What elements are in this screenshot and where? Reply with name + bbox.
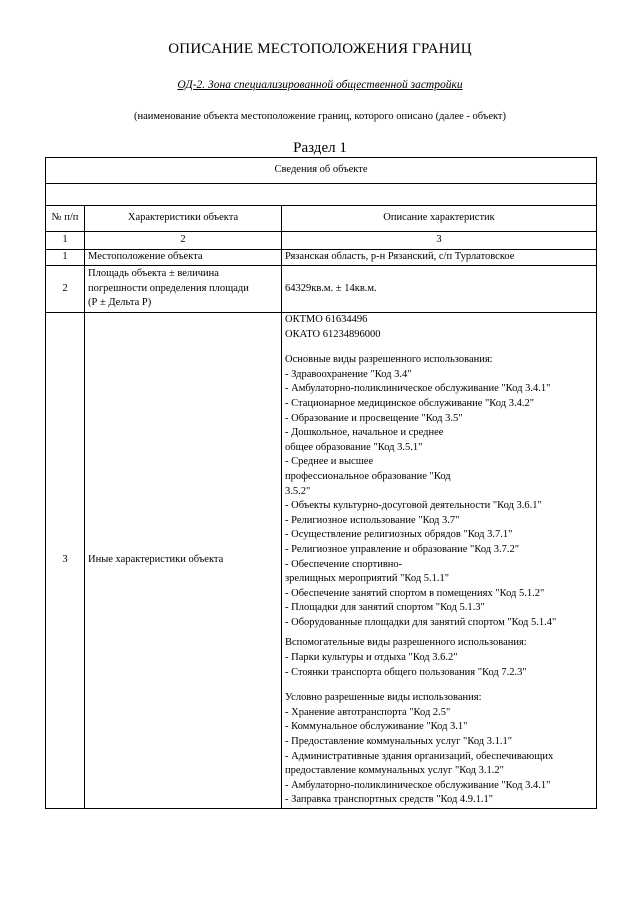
list-item: - Административные здания организаций, обеспечивающих xyxy=(285,750,554,762)
caption-row xyxy=(46,158,597,184)
code-line: ОКАТО 61234896000 xyxy=(285,328,381,340)
aux-uses-title: Вспомогательные виды разрешенного использования: xyxy=(285,637,527,649)
empty-cell xyxy=(46,184,597,206)
row-characteristic: Иные характеристики объекта xyxy=(85,313,282,809)
char-line: (Р ± Дельта Р) xyxy=(88,297,152,309)
main-uses-list xyxy=(285,368,593,631)
row-num: 1 xyxy=(46,250,85,266)
list-item: - Оборудованные площадки для занятий спортом "Код 5.1.4" xyxy=(285,616,557,628)
list-item: - Осуществление религиозных обрядов "Код 3.7.1" xyxy=(285,529,513,541)
list-item: профессиональное образование "Код xyxy=(285,470,451,482)
header-num: № п/п xyxy=(46,206,85,232)
index-desc: 3 xyxy=(282,232,597,250)
char-line: погрешности определения площади xyxy=(88,282,249,294)
list-item: - Амбулаторно-поликлиническое обслуживание "Код 3.4.1" xyxy=(285,383,551,395)
list-item: - Площадки для занятий спортом "Код 5.1.3" xyxy=(285,602,485,614)
table-caption: Сведения об объекте xyxy=(46,158,597,184)
table-row xyxy=(46,266,597,313)
list-item: - Заправка транспортных средств "Код 4.9.1.1" xyxy=(285,794,494,806)
empty-row xyxy=(46,184,597,206)
index-num: 1 xyxy=(46,232,85,250)
row-characteristic xyxy=(85,266,282,313)
list-item: - Среднее и высшее xyxy=(285,456,374,468)
row-num: 2 xyxy=(46,266,85,313)
table-row xyxy=(46,313,597,809)
list-item: - Объекты культурно-досуговой деятельности "Код 3.6.1" xyxy=(285,500,542,512)
row-characteristic: Местоположение объекта xyxy=(85,250,282,266)
zone-name-text: ОД-2. Зона специализированной общественной застройки xyxy=(177,79,463,91)
list-item: - Коммунальное обслуживание "Код 3.1" xyxy=(285,721,468,733)
list-item: - Обеспечение спортивно- xyxy=(285,558,403,570)
list-item: - Парки культуры и отдыха "Код 3.6.2" xyxy=(285,652,458,664)
list-item: - Амбулаторно-поликлиническое обслуживание "Код 3.4.1" xyxy=(285,779,551,791)
code-line: ОКТМО 61634496 xyxy=(285,314,368,325)
list-item: зрелищных мероприятий "Код 5.1.1" xyxy=(285,573,450,585)
conditional-uses-list xyxy=(285,706,593,808)
aux-uses-list xyxy=(285,651,593,680)
table-row xyxy=(46,250,597,266)
index-row xyxy=(46,232,597,250)
char-line: Площадь объекта ± величина xyxy=(88,268,219,280)
header-row xyxy=(46,206,597,232)
conditional-uses-title: Условно разрешенные виды использования: xyxy=(285,692,482,704)
row-num: 3 xyxy=(46,313,85,809)
section-title: Раздел 1 xyxy=(293,140,347,156)
list-item: - Предоставление коммунальных услуг "Код 3.1.1" xyxy=(285,736,513,748)
list-item: - Образование и просвещение "Код 3.5" xyxy=(285,412,463,424)
header-characteristic: Характеристики объекта xyxy=(85,206,282,232)
index-char: 2 xyxy=(85,232,282,250)
row-description xyxy=(282,313,597,809)
list-item: предоставление коммунальных услуг "Код 3.1.2" xyxy=(285,765,504,777)
object-note: (наименование объекта местоположение границ, которого описано (далее - объект) xyxy=(133,111,507,122)
list-item: общее образование "Код 3.5.1" xyxy=(285,441,423,453)
object-info-table xyxy=(45,157,597,809)
list-item: - Религиозное использование "Код 3.7" xyxy=(285,514,460,526)
list-item: - Религиозное управление и образование "Код 3.7.2" xyxy=(285,543,520,555)
header-description: Описание характеристик xyxy=(282,206,597,232)
main-uses-title: Основные виды разрешенного использования: xyxy=(285,354,493,366)
list-item: - Стационарное медицинское обслуживание "Код 3.4.2" xyxy=(285,397,534,409)
list-item: - Здравоохранение "Код 3.4" xyxy=(285,368,412,380)
document-title: ОПИСАНИЕ МЕСТОПОЛОЖЕНИЯ ГРАНИЦ xyxy=(168,41,472,57)
list-item: 3.5.2" xyxy=(285,485,311,497)
zone-name xyxy=(0,79,640,91)
list-item: - Обеспечение занятий спортом в помещениях "Код 5.1.2" xyxy=(285,587,545,599)
row-description: Рязанская область, р-н Рязанский, с/п Турлатовское xyxy=(282,250,597,266)
list-item: - Хранение автотранспорта "Код 2.5" xyxy=(285,706,451,718)
list-item: - Дошкольное, начальное и среднее xyxy=(285,427,444,439)
row-description: 64329кв.м. ± 14кв.м. xyxy=(282,266,597,313)
list-item: - Стоянки транспорта общего пользования "Код 7.2.3" xyxy=(285,666,527,678)
